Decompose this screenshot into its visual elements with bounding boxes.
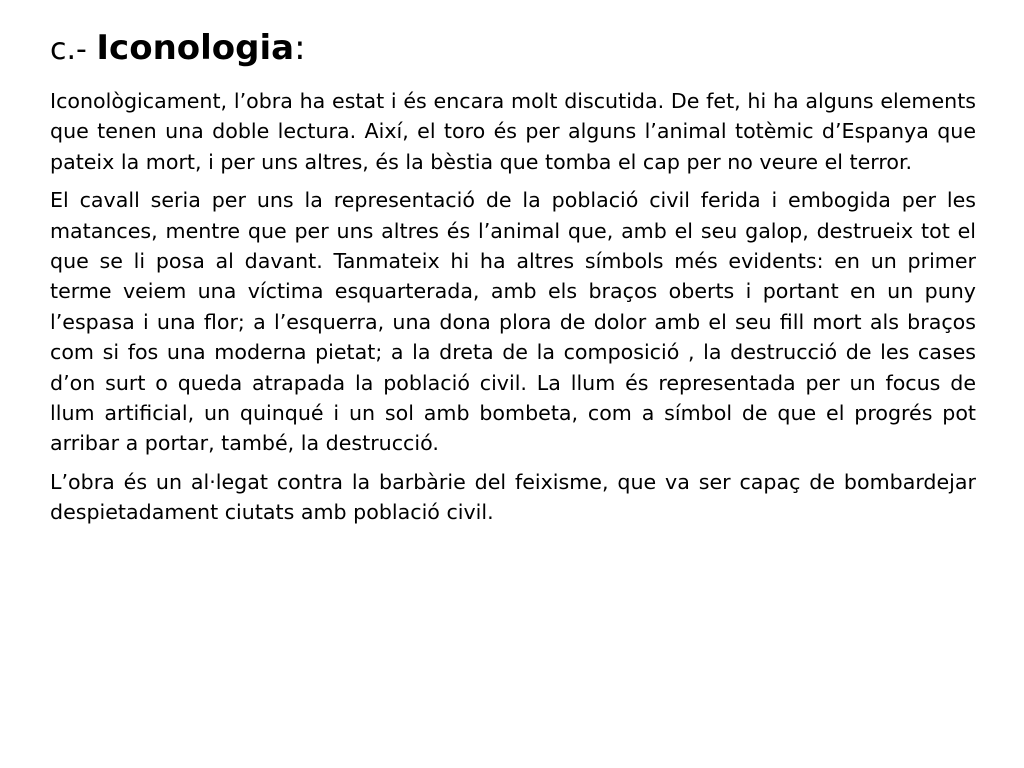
slide-body <box>50 86 976 536</box>
title-main: Iconologia <box>96 28 295 68</box>
paragraph-3: L’obra és un al·legat contra la barbàrie del feixisme, que va ser capaç de bombardejar despietadament ciutats amb població civil. <box>50 469 976 525</box>
title-suffix: : <box>294 28 306 68</box>
title-prefix: c.- <box>50 32 97 67</box>
paragraph-1: Iconològicament, l’obra ha estat i és encara molt discutida. De fet, hi ha alguns elements que tenen una doble lectura. Així, el toro és per alguns l’animal totèmic d’Espanya que pateix la mort, i per uns altres, és la bèstia que tomba el cap per no veure el terror. <box>50 89 976 174</box>
paragraph-2: El cavall seria per uns la representació de la població civil ferida i embogida per les matances, mentre que per uns altres és l’animal que, amb el seu galop, destrueix tot el que se li posa al davant. Tanmateix hi ha altres símbols més evidents: en un primer terme veiem una víctima esquarterada, amb els braços oberts i portant en un puny l’espasa i una flor; a l’esquerra, una dona plora de dolor amb el seu fill mort als braços com si fos una moderna pietat; a la dreta de la composició , la destrucció de les cases d’on surt o queda atrapada la població civil. La llum és representada per un focus de llum artificial, un quinqué i un sol amb bombeta, com a símbol de que el progrés pot arribar a portar, també, la destrucció. <box>50 188 976 456</box>
slide-title <box>50 24 306 74</box>
